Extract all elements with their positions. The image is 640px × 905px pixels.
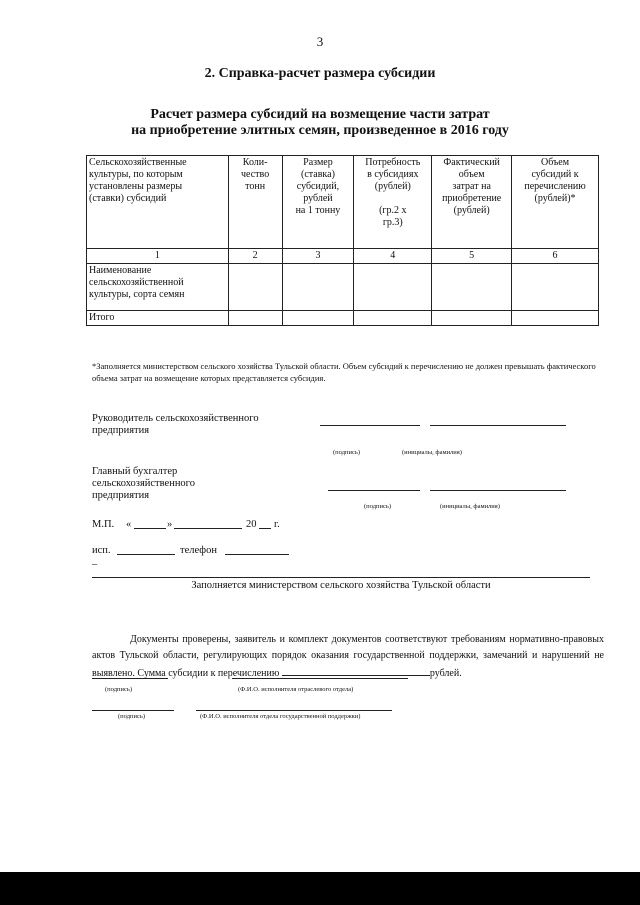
column-number-row bbox=[87, 249, 599, 264]
value-cell[interactable] bbox=[228, 264, 282, 311]
accountant-name-line[interactable] bbox=[430, 490, 566, 491]
total-label-cell: Итого bbox=[87, 311, 229, 326]
crop-name-cell[interactable]: Наименование сельскохозяйственной культуры, сорта семян bbox=[87, 264, 229, 311]
header-row bbox=[87, 156, 599, 249]
date-year-prefix: 20 bbox=[246, 519, 257, 530]
column-number: 5 bbox=[432, 249, 512, 264]
accountant-label: Главный бухгалтер сельскохозяйственного предприятия bbox=[92, 466, 195, 501]
header-cell: Объем субсидий к перечислению (рублей)* bbox=[512, 156, 599, 249]
date-month-line[interactable] bbox=[174, 528, 242, 529]
column-number: 4 bbox=[354, 249, 432, 264]
scan-bottom-border bbox=[0, 872, 640, 905]
accountant-caption-sign: (подпись) bbox=[364, 503, 391, 510]
section-title: 2. Справка-расчет размера субсидии bbox=[204, 66, 436, 81]
executor-label: исп. bbox=[92, 545, 111, 556]
header-cell: Размер (ставка) субсидий, рублей на 1 тонну bbox=[282, 156, 354, 249]
bottom-caption-name-2: (Ф.И.О. исполнителя отдела государственной поддержки) bbox=[200, 713, 361, 720]
column-number: 6 bbox=[512, 249, 599, 264]
table-row bbox=[87, 264, 599, 311]
bottom-name-line-2[interactable] bbox=[196, 710, 392, 711]
head-label: Руководитель сельскохозяйственного предприятия bbox=[92, 413, 259, 436]
date-year-suffix: г. bbox=[274, 519, 280, 530]
bottom-sign-line-1[interactable] bbox=[92, 678, 168, 679]
dash-mark: – bbox=[92, 559, 98, 570]
page-number: 3 bbox=[316, 34, 324, 49]
phone-label: телефон bbox=[180, 545, 217, 556]
header-cell: Фактический объем затрат на приобретение (рублей) bbox=[432, 156, 512, 249]
column-number: 2 bbox=[228, 249, 282, 264]
ministry-note: Заполняется министерством сельского хозяйства Тульской области bbox=[191, 580, 491, 591]
table-row-total bbox=[87, 311, 599, 326]
column-number: 3 bbox=[282, 249, 354, 264]
head-name-line[interactable] bbox=[430, 425, 566, 426]
accountant-sign-line[interactable] bbox=[328, 490, 420, 491]
value-cell[interactable] bbox=[282, 264, 354, 311]
value-cell[interactable] bbox=[432, 311, 512, 326]
column-number: 1 bbox=[87, 249, 229, 264]
subsidy-table bbox=[86, 155, 599, 326]
bottom-sign-line-2[interactable] bbox=[92, 710, 174, 711]
subsidy-amount-field[interactable] bbox=[282, 664, 430, 676]
bottom-caption-sign-1: (подпись) bbox=[105, 686, 132, 693]
stamp-mp: М.П. bbox=[92, 519, 115, 530]
ministry-separator bbox=[92, 577, 590, 578]
head-sign-line[interactable] bbox=[320, 425, 420, 426]
bottom-caption-sign-2: (подпись) bbox=[118, 713, 145, 720]
executor-line[interactable] bbox=[117, 554, 175, 555]
value-cell[interactable] bbox=[354, 311, 432, 326]
header-cell: Сельскохозяйственные культуры, по которым установлены размеры (ставки) субсидий bbox=[87, 156, 229, 249]
head-caption-name: (инициалы, фамилия) bbox=[402, 449, 462, 456]
accountant-caption-name: (инициалы, фамилия) bbox=[440, 503, 500, 510]
value-cell[interactable] bbox=[512, 264, 599, 311]
head-caption-sign: (подпись) bbox=[333, 449, 360, 456]
value-cell[interactable] bbox=[282, 311, 354, 326]
table-title bbox=[0, 107, 640, 139]
phone-line[interactable] bbox=[225, 554, 289, 555]
table-title-line2: на приобретение элитных семян, произведенное в 2016 году bbox=[131, 123, 509, 138]
date-year-line[interactable] bbox=[259, 528, 271, 529]
value-cell[interactable] bbox=[512, 311, 599, 326]
bottom-name-line-1[interactable] bbox=[232, 678, 408, 679]
header-cell: Потребность в субсидиях (рублей) (гр.2 х гр.3) bbox=[354, 156, 432, 249]
value-cell[interactable] bbox=[228, 311, 282, 326]
footnote: *Заполняется министерством сельского хозяйства Тульской области. Объем субсидий к перечислению не должен превышать фактического объема затрат на возмещение которых представляется субсидия. bbox=[92, 361, 596, 383]
bottom-caption-name-1: (Ф.И.О. исполнителя отраслевого отдела) bbox=[238, 686, 354, 693]
date-day-line[interactable] bbox=[134, 528, 166, 529]
table-title-line1: Расчет размера субсидий на возмещение части затрат bbox=[150, 107, 490, 122]
value-cell[interactable] bbox=[432, 264, 512, 311]
value-cell[interactable] bbox=[354, 264, 432, 311]
header-cell: Коли- чество тонн bbox=[228, 156, 282, 249]
verification-text: Документы проверены, заявитель и комплект документов соответствуют требованиям нормативно-правовых актов Тульской области, регулирующих порядок оказания государственной поддержки, замечаний и нарушений не выявлено. Сумма субсидии к перечислению рублей. bbox=[92, 634, 604, 679]
